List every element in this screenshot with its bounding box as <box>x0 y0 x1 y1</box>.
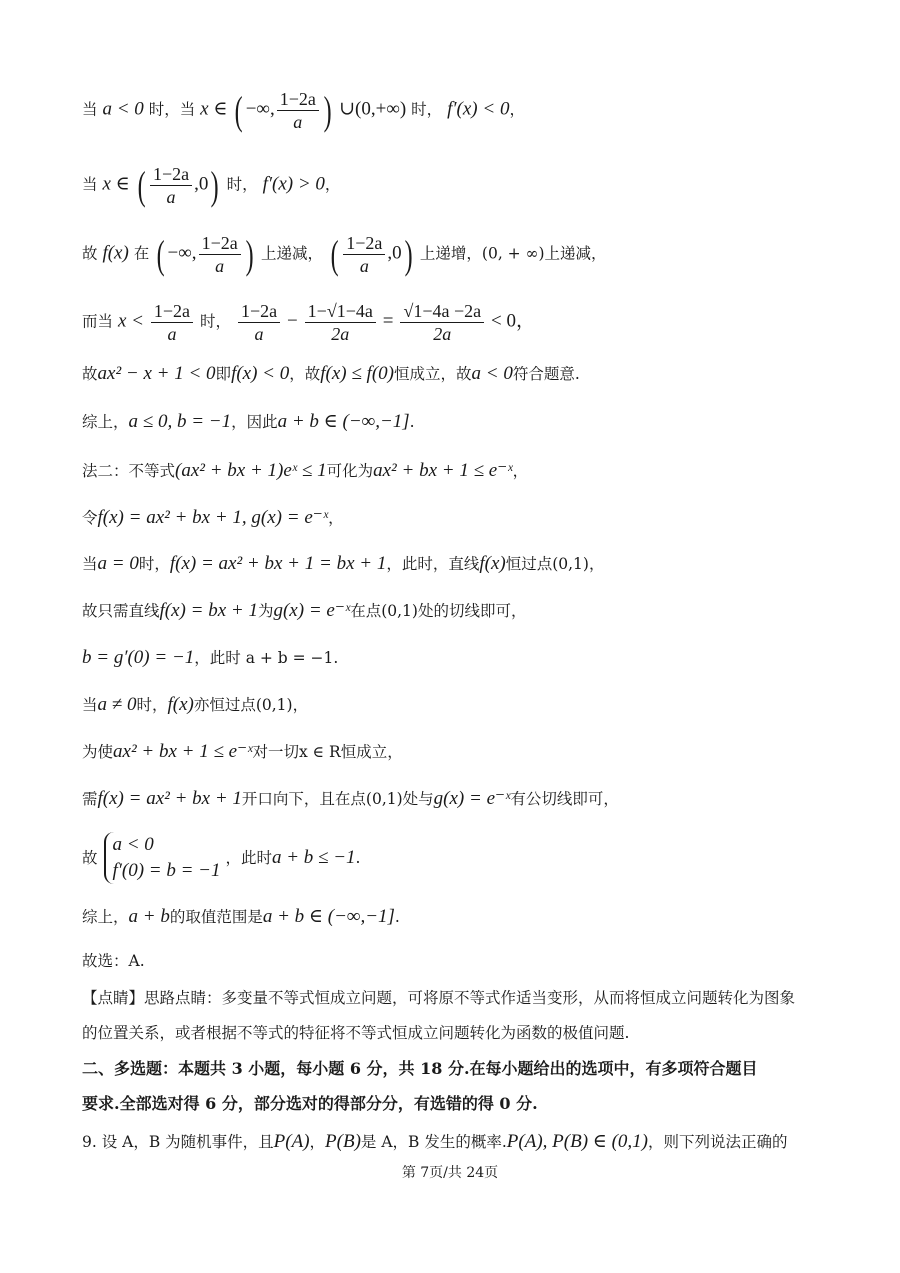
paren: ) <box>323 87 332 133</box>
text-line-6: 综上，a ≤ 0, b = −1，因此a + b ∈ (−∞,−1]. <box>82 411 415 432</box>
text-line-19: 的位置关系，或者根据不等式的特征将不等式恒成立问题转化为函数的极值问题. <box>82 1024 630 1042</box>
math: a < 0 <box>102 98 144 120</box>
text-line-18: 【点睛】思路点睛：多变量不等式恒成立问题，可将原不等式作适当变形，从而将恒成立问题转化为图象 <box>82 989 796 1007</box>
text-line-17: 故选：A. <box>82 952 145 970</box>
fraction: $\frac{√1-4a -2a}{2a}$ <box>400 300 484 345</box>
section-heading-line-2: 要求.全部选对得 6 分，部分选对的得部分分，有选错的得 0 分. <box>82 1094 538 1113</box>
paren: ( <box>235 87 244 133</box>
text: 时， <box>411 100 443 119</box>
text-line-13: 为使ax² + bx + 1 ≤ e⁻ˣ对一切x ∈ R恒成立， <box>82 741 403 762</box>
question-9-line: 9. 设 A，B 为随机事件，且P(A)，P(B)是 A，B 发生的概率.P(A), P(B) ∈ (0,1)，则下列说法正确的 <box>82 1131 788 1152</box>
fraction: $\frac{1-√1-4a}{2a}$ <box>305 300 376 345</box>
fraction: $\frac{1-2a}{a}$ <box>151 300 193 345</box>
math: x ∈ <box>200 98 228 120</box>
text-line-5: 故ax² − x + 1 < 0即f(x) < 0，故f(x) ≤ f(0)恒成立，故a < 0符合题意. <box>82 363 580 384</box>
fraction: $\frac{1-2a}{a}$ <box>199 232 241 277</box>
text: 时，当 <box>148 100 196 119</box>
text-line-2: 当 x ∈ ( $\frac{1-2a}{a}$ ,0) 时， f′(x) > 0， <box>82 162 341 208</box>
text-line-16: 综上，a + b的取值范围是a + b ∈ (−∞,−1]. <box>82 906 400 927</box>
text: 当 <box>82 100 98 119</box>
fraction: $\frac{1-2a}{a}$ <box>238 300 280 345</box>
text-line-15: 故 a < 0 f′(0) = b = −1 ，此时a + b ≤ −1. <box>82 832 360 884</box>
text-line-7: 法二：不等式(ax² + bx + 1)eˣ ≤ 1可化为ax² + bx + 1 ≤ e⁻ˣ， <box>82 460 529 481</box>
text-line-10: 故只需直线f(x) = bx + 1为g(x) = e⁻ˣ在点(0,1)处的切线即可， <box>82 600 527 621</box>
text-line-3: 故 f(x) 在 ( −∞, $\frac{1-2a}{a}$ ) 上递减， ( $\frac{1-2a}{a}$ ,0) 上递增，(0, + ∞)上递减， <box>82 231 607 277</box>
math: ∪(0,+∞) <box>339 98 407 120</box>
math: f′(x) < 0 <box>447 98 510 120</box>
text-line-9: 当a = 0时，f(x) = ax² + bx + 1 = bx + 1，此时，直线f(x)恒过点(0,1)， <box>82 553 605 574</box>
fraction: $\frac{1-2a}{a}$ <box>277 88 319 133</box>
math: x ∈ <box>102 173 130 195</box>
equation-system: a < 0 f′(0) = b = −1 <box>104 832 220 884</box>
fraction: $\frac{1-2a}{a}$ <box>150 163 192 208</box>
page-footer: 第 7页/共 24页 <box>401 1165 499 1181</box>
text-line-4: 而当 x < $\frac{1-2a}{a}$ 时， $\frac{1-2a}{a}$ − $\frac{1-√1-4a}{2a}$ = $\frac{√1-4a -2a}{2a}$ < 0， <box>82 301 536 344</box>
text-line-12: 当a ≠ 0时，f(x)亦恒过点(0,1)， <box>82 694 309 715</box>
math: f′(x) > 0 <box>262 173 325 195</box>
text-line-8: 令f(x) = ax² + bx + 1, g(x) = e⁻ˣ， <box>82 507 344 528</box>
fraction: $\frac{1-2a}{a}$ <box>343 232 385 277</box>
text-line-11: b = g′(0) = −1，此时 a + b = −1. <box>82 647 339 668</box>
text-line-14: 需f(x) = ax² + bx + 1开口向下，且在点(0,1)处与g(x) = e⁻ˣ有公切线即可， <box>82 788 619 809</box>
text-line-1: 当 a < 0 时，当 x ∈ ( −∞, $\frac{1-2a}{a}$ ) ∪(0,+∞) 时， f′(x) < 0， <box>82 87 525 133</box>
section-heading-line-1: 二、多选题：本题共 3 小题，每小题 6 分，共 18 分.在每小题给出的选项中，有多项符合题目 <box>82 1059 758 1078</box>
math: −∞, <box>245 98 275 120</box>
